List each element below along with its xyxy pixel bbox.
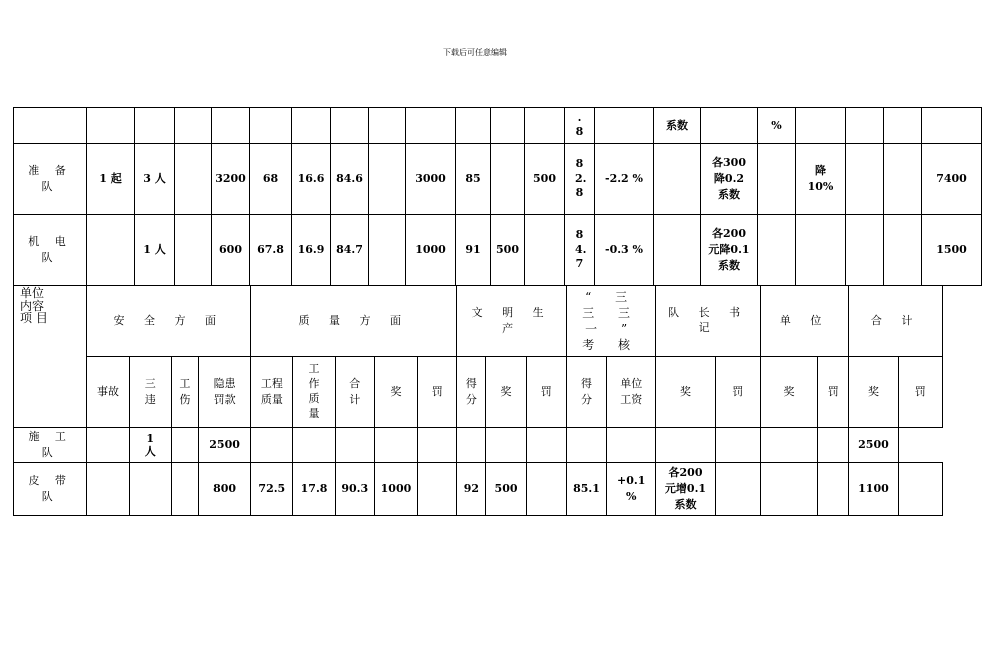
column-header: 罚 [898,357,942,428]
column-header: 单位 工资 [607,357,656,428]
top-table [13,107,982,286]
row-label: 皮 带 队 [14,463,87,516]
row-label: 准 备 队 [14,144,87,215]
table-row [14,108,982,144]
row-label: 施 工 队 [14,428,87,463]
cell-value: 91 [456,215,491,286]
cell-value: 2500 [849,428,898,463]
cell-value: 85 [456,144,491,215]
page-header-note: 下载后可任意编辑 [443,48,507,57]
category-header: 文 明 生 产 [457,286,567,357]
cell-value: 500 [486,463,526,516]
cell-value: 500 [491,215,525,286]
cell-value: 降 10% [796,144,846,215]
column-header: 奖 [849,357,898,428]
column-header: 奖 [656,357,715,428]
column-header: 工 伤 [171,357,198,428]
table-row [14,428,943,463]
cell-value: 72.5 [251,463,293,516]
category-header: 单 位 [760,286,848,357]
column-header: 合 计 [335,357,374,428]
category-header: 质 量 方 面 [251,286,457,357]
cell-value: 67.8 [250,215,292,286]
cell-value: 1 人 [135,215,175,286]
cell-value: 7400 [922,144,982,215]
cell-value: % [758,108,796,144]
cell-value: 各200 元增0.1 系数 [656,463,715,516]
subheader-row [14,357,943,428]
cell-value: 16.6 [292,144,331,215]
cell-value: 92 [457,463,486,516]
category-header-row [14,286,943,357]
cell-value: 16.9 [292,215,331,286]
cell-value: 68 [250,144,292,215]
column-header: 事故 [87,357,129,428]
column-header: 工 作 质 量 [293,357,335,428]
cell-value: 85.1 [566,463,606,516]
cell-value: +0.1 % [607,463,656,516]
column-header: 得 分 [566,357,606,428]
category-header: 安 全 方 面 [87,286,251,357]
cell-value: 系数 [654,108,701,144]
column-header: 工程 质量 [251,357,293,428]
column-header: 隐患 罚款 [198,357,250,428]
column-header: 奖 [486,357,526,428]
cell-value: 各300 降0.2 系数 [701,144,758,215]
cell-value: 3000 [406,144,456,215]
cell-value: 1000 [374,463,417,516]
cell-value: 各200 元降0.1 系数 [701,215,758,286]
cell-value: 600 [212,215,250,286]
column-header: 奖 [374,357,417,428]
cell-value: 90.3 [335,463,374,516]
cell-value: 1 人 [129,428,171,463]
cell-value: 1100 [849,463,898,516]
column-header: 罚 [418,357,457,428]
column-header: 得 分 [457,357,486,428]
cell-value: 1500 [922,215,982,286]
column-header: 三 违 [129,357,171,428]
cell-value: .8 [575,110,584,139]
cell-value: 84.7 [331,215,369,286]
corner-header: 单位 内容 项 目 [14,286,87,428]
cell-value: 500 [525,144,565,215]
table-row [14,463,943,516]
cell-value: 1 起 [87,144,135,215]
cell-value: -0.3 % [595,215,654,286]
category-header: “ 三 三 三 一 ” 考 核 [566,286,655,357]
column-header: 罚 [526,357,566,428]
cell-value: 3200 [212,144,250,215]
bottom-table [13,285,943,516]
cell-value: 84.7 [575,228,587,270]
cell-value: 82.8 [575,157,587,199]
category-header: 合 计 [849,286,943,357]
cell-value: 84.6 [331,144,369,215]
column-header: 罚 [818,357,849,428]
column-header: 奖 [760,357,817,428]
row-label: 机 电 队 [14,215,87,286]
cell-value: -2.2 % [595,144,654,215]
cell-value: 3 人 [135,144,175,215]
cell-value: 1000 [406,215,456,286]
column-header: 罚 [715,357,760,428]
cell-value: 2500 [198,428,250,463]
table-row [14,215,982,286]
table-row [14,144,982,215]
cell-value: 800 [198,463,250,516]
category-header: 队 长 书 记 [656,286,761,357]
cell-value: 17.8 [293,463,335,516]
